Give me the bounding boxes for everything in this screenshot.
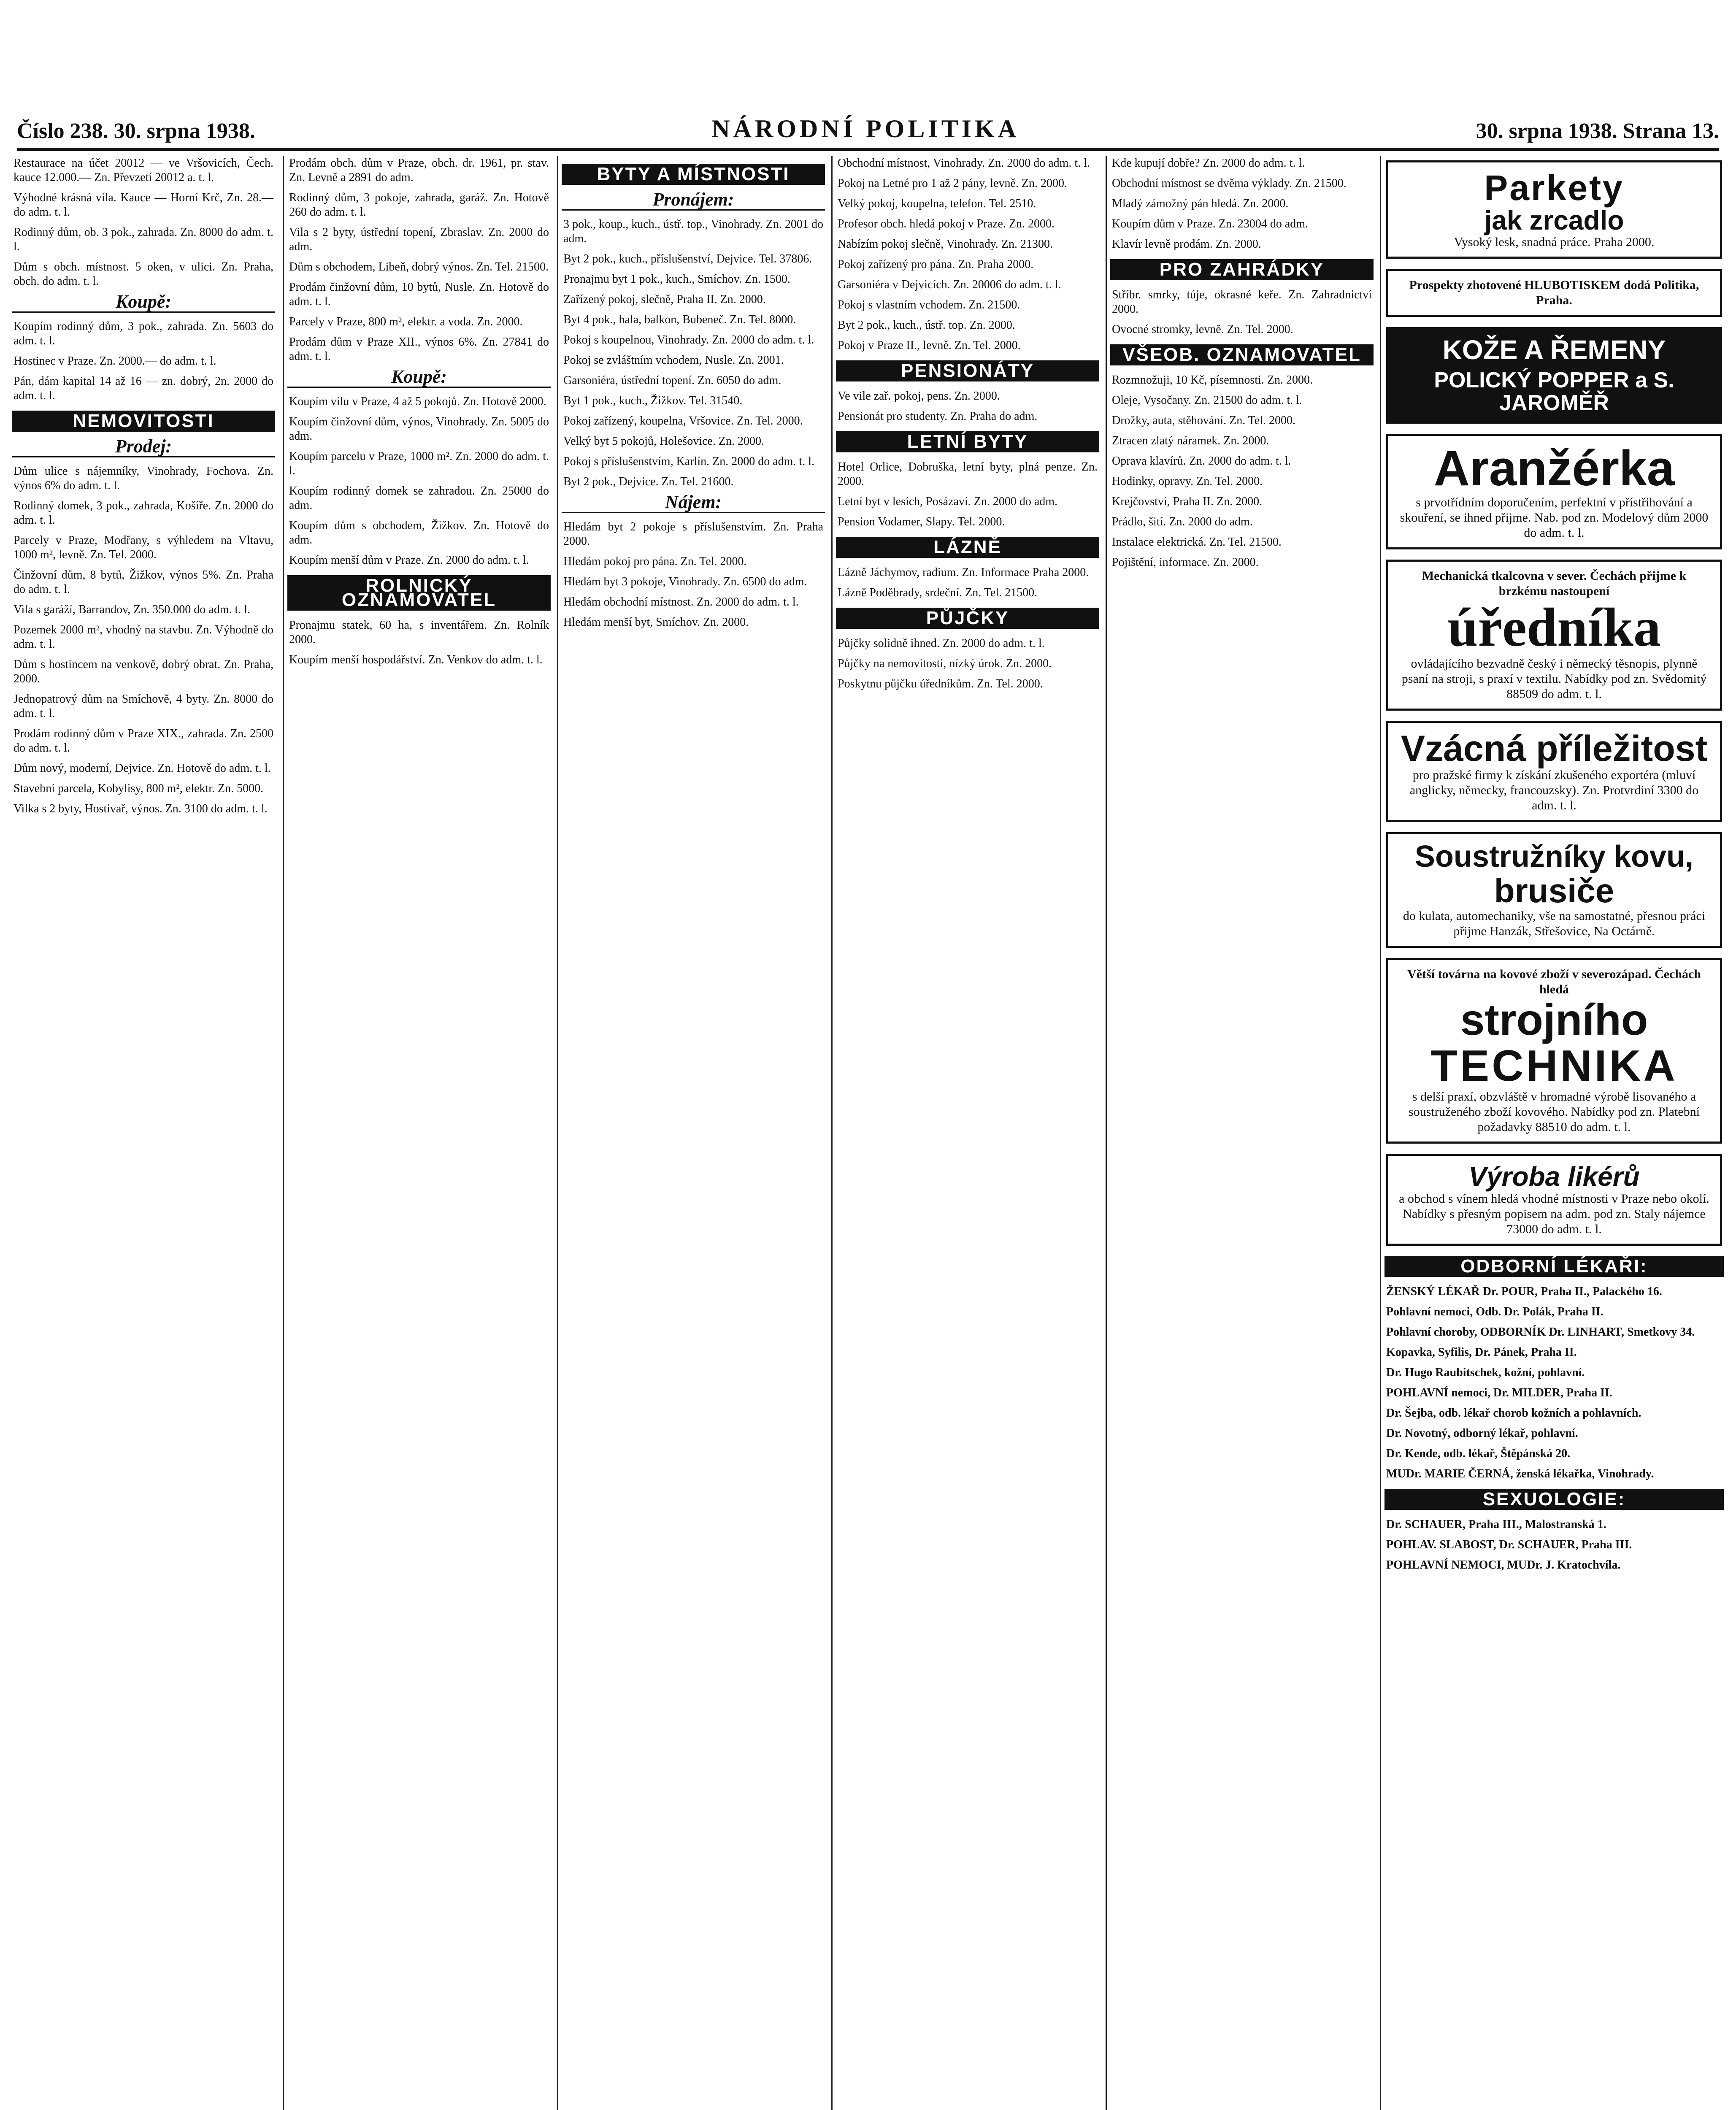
section-najem: Nájem: [562, 495, 825, 513]
parkety-title: Parkety [1484, 168, 1624, 208]
category-lazne: LÁZNĚ [836, 537, 1099, 558]
ad-item: Hledám byt 2 pokoje s příslušenstvím. Zn. Praha 2000. [563, 520, 823, 548]
ad-item: Vilka s 2 byty, Hostivař, výnos. Zn. 3100 do adm. t. l. [14, 802, 268, 815]
ad-soustruznik [1386, 832, 1722, 948]
ad-item: Dům s hostincem na venkově, dobrý obrat. Zn. Praha, 2000. [14, 658, 273, 685]
soustruznik-text: do kulata, automechaniky, vše na samostatné, přesnou práci přijme Hanzák, Střešovice, Na Octárně. [1403, 909, 1706, 939]
column-6-display-ads [1380, 156, 1727, 2110]
ad-item: Hledám menší byt, Smíchov. Zn. 2000. [563, 616, 749, 629]
ad-item: Hledám obchodní místnost. Zn. 2000 do adm. t. l. [563, 595, 799, 609]
category-byty: BYTY A MÍSTNOSTI [562, 164, 825, 185]
doctor-item: Dr. Hugo Raubitschek, kožní, pohlavní. [1386, 1366, 1585, 1379]
masthead: NÁRODNÍ POLITIKA [711, 115, 1020, 143]
urednik-intro: Mechanická tkalcovna v sever. Čechách přijme k brzkému nastoupení [1422, 568, 1687, 598]
ads-top [8, 156, 279, 289]
ad-item: Dům s obchodem, Libeň, dobrý výnos. Zn. Tel. 21500. [289, 260, 549, 273]
category-lekari: ODBORNÍ LÉKAŘI: [1384, 1256, 1724, 1277]
technik-strojniho: strojního [1460, 995, 1648, 1045]
section-pronajem: Pronájem: [562, 192, 825, 211]
technik-title: TECHNIKA [1430, 1041, 1678, 1091]
ad-item: Prodám rodinný dům v Praze XIX., zahrada. Zn. 2500 do adm. t. l. [14, 727, 273, 755]
ad-item: Pán, dám kapital 14 až 16 — zn. dobrý, 2n. 2000 do adm. t. l. [14, 375, 273, 402]
ad-prospekty [1386, 269, 1722, 317]
ad-item: Koupím činžovní dům, výnos, Vinohrady. Zn. 5005 do adm. [289, 415, 549, 443]
ad-item: Pensionát pro studenty. Zn. Praha do adm. [838, 410, 1038, 423]
ad-item: Prádlo, šití. Zn. 2000 do adm. [1112, 515, 1253, 528]
ad-item: Hostinec v Praze. Zn. 2000.— do adm. t. l. [14, 354, 216, 368]
doctor-item: Dr. Kende, odb. lékař, Štěpánská 20. [1386, 1447, 1571, 1460]
ad-item: Hledám pokoj pro pána. Zn. Tel. 2000. [563, 555, 747, 568]
ad-item: Koupím parcelu v Praze, 1000 m². Zn. 2000 do adm. t. l. [289, 450, 549, 477]
doctor-item: Pohlavní nemoci, Odb. Dr. Polák, Praha II. [1386, 1305, 1604, 1318]
ad-item: Krejčovství, Praha II. Zn. 2000. [1112, 495, 1263, 508]
ad-item: Koupím rodinný dům, 3 pok., zahrada. Zn. 5603 do adm. t. l. [14, 320, 273, 347]
ad-item: Stříbr. smrky, túje, okrasné keře. Zn. Zahradnictví 2000. [1112, 288, 1372, 316]
parkety-subtitle: jak zrcadlo [1484, 205, 1624, 236]
column-1 [8, 156, 279, 2110]
issue-info: Číslo 238. 30. srpna 1938. [17, 119, 255, 143]
doctor-item: ŽENSKÝ LÉKAŘ Dr. POUR, Praha II., Palackého 16. [1386, 1285, 1662, 1298]
urednik-title: úředníka [1447, 597, 1661, 658]
category-nemovitosti: NEMOVITOSTI [12, 411, 275, 432]
ad-item: Půjčky na nemovitosti, nízký úrok. Zn. 2000. [838, 657, 1052, 670]
ad-item: Hotel Orlice, Dobruška, letní byty, plná penze. Zn. 2000. [838, 460, 1098, 488]
vyroba-text: a obchod s vínem hledá vhodné místnosti v Praze nebo okolí. Nabídky s přesným popisem na adm. pod zn. Staly nájemce 73000 do adm. t. l. [1399, 1191, 1709, 1236]
ad-item: Lázně Jáchymov, radium. Zn. Informace Praha 2000. [838, 566, 1089, 579]
ad-item: Prodám obch. dům v Praze, obch. dr. 1961, pr. stav. Zn. Levně a 2891 do adm. [289, 157, 549, 184]
ad-item: Obchodní místnost se dvěma výklady. Zn. 21500. [1112, 177, 1347, 190]
ad-parkety [1386, 160, 1722, 259]
section-koupe: Koupě: [12, 295, 275, 313]
ad-item: Mladý zámožný pán hledá. Zn. 2000. [1112, 197, 1289, 210]
ad-item: Rodinný domek, 3 pok., zahrada, Košíře. Zn. 2000 do adm. t. l. [14, 499, 273, 527]
ad-item: Pension Vodamer, Slapy. Tel. 2000. [838, 515, 1005, 528]
ad-item: Drožky, auta, stěhování. Zn. Tel. 2000. [1112, 414, 1296, 427]
doctor-item: Pohlavní choroby, ODBORNÍK Dr. LINHART, Smetkovy 34. [1386, 1325, 1695, 1339]
ad-item: Rozmnožuji, 10 Kč, písemnosti. Zn. 2000. [1112, 373, 1313, 387]
ad-item: Rodinný dům, ob. 3 pok., zahrada. Zn. 8000 do adm. t. l. [14, 226, 273, 253]
ad-item: Hodinky, opravy. Zn. Tel. 2000. [1112, 475, 1263, 488]
column-4 [831, 156, 1103, 2110]
urednik-text: ovládajícího bezvadně český i německý těsnopis, plynně psaní na stroji, s praxí v textilu. Nabídky pod zn. Svědomitý 88509 do adm. t. l. [1401, 657, 1707, 701]
ad-technik [1386, 958, 1722, 1144]
ad-item: Dům s obch. místnost. 5 oken, v ulici. Zn. Praha, obch. do adm. t. l. [14, 260, 273, 288]
ad-vzacna [1386, 721, 1722, 822]
doctor-item: Dr. Šejba, odb. lékař chorob kožních a pohlavních. [1386, 1406, 1641, 1420]
doctor-item: Kopavka, Syfilis, Dr. Pánek, Praha II. [1386, 1345, 1577, 1359]
doctor-item: Dr. SCHAUER, Praha III., Malostranská 1. [1386, 1518, 1606, 1531]
ad-item: Pronajmu statek, 60 ha, s inventářem. Zn. Rolník 2000. [289, 619, 549, 646]
ad-item: Byt 4 pok., hala, balkon, Bubeneč. Zn. Tel. 8000. [563, 313, 796, 326]
ad-item: Pokoj zařízený, koupelna, Vršovice. Zn. Tel. 2000. [563, 414, 803, 427]
brusice-title: brusiče [1494, 872, 1614, 910]
doctor-item: Dr. Novotný, odborný lékař, pohlavní. [1386, 1426, 1578, 1440]
ad-item: Pokoj na Letné pro 1 až 2 pány, levně. Zn. 2000. [838, 177, 1068, 190]
ad-item: 3 pok., koup., kuch., ústř. top., Vinohrady. Zn. 2001 do adm. [563, 218, 823, 245]
ad-vyroba-likeru [1386, 1154, 1722, 1245]
section-prodej: Prodej: [12, 439, 275, 457]
ad-item: Koupím dům v Praze. Zn. 23004 do adm. [1112, 217, 1309, 230]
ad-item: Jednopatrový dům na Smíchově, 4 byty. Zn. 8000 do adm. t. l. [14, 693, 273, 720]
page-header [17, 114, 1719, 151]
category-vseob-oznamovatel: VŠEOB. OZNAMOVATEL [1110, 344, 1374, 365]
doctor-item: POHLAV. SLABOST, Dr. SCHAUER, Praha III. [1386, 1538, 1632, 1551]
category-letni-byty: LETNÍ BYTY [836, 431, 1099, 452]
ad-item: Prodám dům v Praze XII., výnos 6%. Zn. 27841 do adm. t. l. [289, 335, 549, 363]
ad-item: Byt 2 pok., Dejvice. Zn. Tel. 21600. [563, 475, 734, 488]
ad-item: Zařízený pokoj, slečně, Praha II. Zn. 2000. [563, 293, 766, 306]
category-pro-zahradky: PRO ZAHRÁDKY [1110, 259, 1374, 280]
category-rolnicky: ROLNICKÝ OZNAMOVATEL [287, 575, 551, 611]
vzacna-text: pro pražské firmy k získání zkušeného exportéra (mluví anglicky, německy, francouzsky). Zn. Protvrdiní 3300 do adm. t. l. [1409, 768, 1699, 813]
ad-item: Výhodné krásná vila. Kauce — Horní Krč, Zn. 28.— do adm. t. l. [14, 191, 273, 219]
technik-intro: Větší továrna na kovové zboží v severozápad. Čechách hledá [1407, 967, 1701, 997]
ad-item: Garsoniéra v Dejvicích. Zn. 20006 do adm. t. l. [838, 278, 1061, 291]
ad-item: Rodinný dům, 3 pokoje, zahrada, garáž. Zn. Hotově 260 do adm. t. l. [289, 191, 549, 219]
ad-item: Vila s 2 byty, ústřední topení, Zbraslav. Zn. 2000 do adm. [289, 226, 549, 253]
ad-item: Koupím dům s obchodem, Žižkov. Zn. Hotově do adm. [289, 519, 549, 546]
column-3 [557, 156, 828, 2110]
ad-item: Obchodní místnost, Vinohrady. Zn. 2000 do adm. t. l. [838, 157, 1090, 170]
ad-item: Pokoj s vlastním vchodem. Zn. 21500. [838, 298, 1020, 311]
ad-item: Ztracen zlatý náramek. Zn. 2000. [1112, 434, 1269, 447]
ad-item: Parcely v Praze, Modřany, s výhledem na Vltavu, 1000 m², levně. Zn. Tel. 2000. [14, 534, 273, 561]
ad-koze-remeny [1386, 327, 1722, 423]
ad-item: Poskytnu půjčku úředníkům. Zn. Tel. 2000. [838, 677, 1043, 690]
doctor-item: MUDr. MARIE ČERNÁ, ženská lékařka, Vinohrady. [1386, 1467, 1654, 1480]
ad-item: Stavební parcela, Kobylisy, 800 m², elektr. Zn. 5000. [14, 782, 264, 795]
vzacna-title: Vzácná příležitost [1401, 728, 1708, 769]
koze-title: KOŽE A ŘEMENY [1442, 335, 1666, 365]
category-pensionaty: PENSIONÁTY [836, 360, 1099, 381]
aranzerka-title: Aranžérka [1433, 440, 1675, 496]
prospekty-text: Prospekty zhotovené HLUBOTISKEM dodá Politika, Praha. [1409, 278, 1699, 308]
doctor-item: POHLAVNÍ NEMOCI, MUDr. J. Kratochvíla. [1386, 1558, 1621, 1572]
ad-item: Klavír levně prodám. Zn. 2000. [1112, 238, 1261, 251]
ad-item: Pozemek 2000 m², vhodný na stavbu. Zn. Výhodně do adm. t. l. [14, 623, 273, 651]
ad-item: Prodám činžovní dům, 10 bytů, Nusle. Zn. Hotově do adm. t. l. [289, 281, 549, 308]
ad-item: Pokoj s koupelnou, Vinohrady. Zn. 2000 do adm. t. l. [563, 333, 814, 346]
ad-item: Pokoj se zvláštním vchodem, Nusle. Zn. 2001. [563, 354, 784, 367]
technik-text: s delší praxí, obzvláště v hromadné výrobě lisovaného a soustruženého zboží kovového. Nabídky pod zn. Platební požadavky 88510 do adm. t. l. [1409, 1090, 1700, 1134]
ad-item: Dům nový, moderní, Dejvice. Zn. Hotově do adm. t. l. [14, 762, 271, 775]
vyroba-title: Výroba likérů [1468, 1161, 1640, 1192]
column-2 [283, 156, 554, 2110]
ad-item: Oleje, Vysočany. Zn. 21500 do adm. t. l. [1112, 394, 1303, 407]
ad-urednik [1386, 560, 1722, 711]
ad-item: Koupím vilu v Praze, 4 až 5 pokojů. Zn. Hotově 2000. [289, 395, 546, 408]
aranzerka-text: s prvotřídním doporučením, perfektní v přístřihování a skouření, se ihned přijme. Nab. pod zn. Modelový dům 2000 do adm. t. l. [1400, 495, 1709, 540]
ad-item: Lázně Poděbrady, srdeční. Zn. Tel. 21500. [838, 586, 1038, 599]
ad-item: Dům ulice s nájemníky, Vinohrady, Fochova. Zn. výnos 6% do adm. t. l. [14, 465, 273, 492]
ad-item: Hledám byt 3 pokoje, Vinohrady. Zn. 6500 do adm. [563, 575, 807, 588]
ad-item: Půjčky solidně ihned. Zn. 2000 do adm. t. l. [838, 637, 1045, 650]
ad-item: Garsoniéra, ústřední topení. Zn. 6050 do adm. [563, 374, 781, 387]
page-info: 30. srpna 1938. Strana 13. [1476, 119, 1719, 143]
ad-item: Koupím menší dům v Praze. Zn. 2000 do adm. t. l. [289, 554, 529, 567]
ad-item: Letní byt v lesích, Posázaví. Zn. 2000 do adm. [838, 495, 1058, 508]
category-pujcky: PŮJČKY [836, 608, 1099, 629]
ad-item: Nabízím pokoj slečně, Vinohrady. Zn. 21300. [838, 238, 1053, 251]
koze-name: POLICKÝ POPPER a S. JAROMĚŘ [1434, 368, 1674, 416]
ad-item: Pokoj zařízený pro pána. Zn. Praha 2000. [838, 258, 1034, 271]
ad-item: Pronajmu byt 1 pok., kuch., Smíchov. Zn. 1500. [563, 273, 790, 286]
ad-item: Pokoj s příslušenstvím, Karlín. Zn. 2000 do adm. t. l. [563, 455, 814, 468]
ad-item: Byt 2 pok., kuch., ústř. top. Zn. 2000. [838, 319, 1015, 332]
category-sexuologie: SEXUOLOGIE: [1384, 1489, 1724, 1510]
soustruznik-title: Soustružníky kovu, [1414, 840, 1694, 874]
ad-item: Velký pokoj, koupelna, telefon. Tel. 2510. [838, 197, 1036, 210]
section-koupe: Koupě: [287, 370, 551, 388]
parkety-text: Vysoký lesk, snadná práce. Praha 2000. [1454, 235, 1655, 249]
doctor-item: POHLAVNÍ nemoci, Dr. MILDER, Praha II. [1386, 1386, 1612, 1399]
ad-item: Byt 1 pok., kuch., Žižkov. Tel. 31540. [563, 394, 743, 407]
ad-item: Pokoj v Praze II., levně. Zn. Tel. 2000. [838, 339, 1021, 352]
ad-item: Velký byt 5 pokojů, Holešovice. Zn. 2000. [563, 435, 764, 448]
ad-item: Koupím rodinný domek se zahradou. Zn. 25000 do adm. [289, 484, 549, 512]
ad-item: Parcely v Praze, 800 m², elektr. a voda. Zn. 2000. [289, 315, 523, 328]
ad-item: Profesor obch. hledá pokoj v Praze. Zn. 2000. [838, 217, 1055, 230]
ad-item: Oprava klavírů. Zn. 2000 do adm. t. l. [1112, 454, 1291, 468]
ad-item: Ve vile zař. pokoj, pens. Zn. 2000. [838, 390, 1000, 403]
ad-item: Ovocné stromky, levně. Zn. Tel. 2000. [1112, 323, 1293, 336]
ad-item: Pojištění, informace. Zn. 2000. [1112, 556, 1259, 569]
ad-item: Vila s garáží, Barrandov, Zn. 350.000 do adm. t. l. [14, 603, 251, 616]
ad-item: Kde kupují dobře? Zn. 2000 do adm. t. l. [1112, 157, 1305, 170]
ad-item: Koupím menší hospodářství. Zn. Venkov do adm. t. l. [289, 653, 543, 666]
ad-item: Byt 2 pok., kuch., příslušenství, Dejvice. Tel. 37806. [563, 252, 812, 265]
ad-item: Činžovní dům, 8 bytů, Žižkov, výnos 5%. Zn. Praha do adm. t. l. [14, 568, 273, 596]
ad-item: Instalace elektrická. Zn. Tel. 21500. [1112, 536, 1282, 549]
ad-item: Restaurace na účet 20012 — ve Vršovicích, Čech. kauce 12.000.— Zn. Převzetí 20012 a. t. l. [14, 157, 273, 184]
ad-aranzerka [1386, 434, 1722, 549]
column-5 [1106, 156, 1377, 2110]
